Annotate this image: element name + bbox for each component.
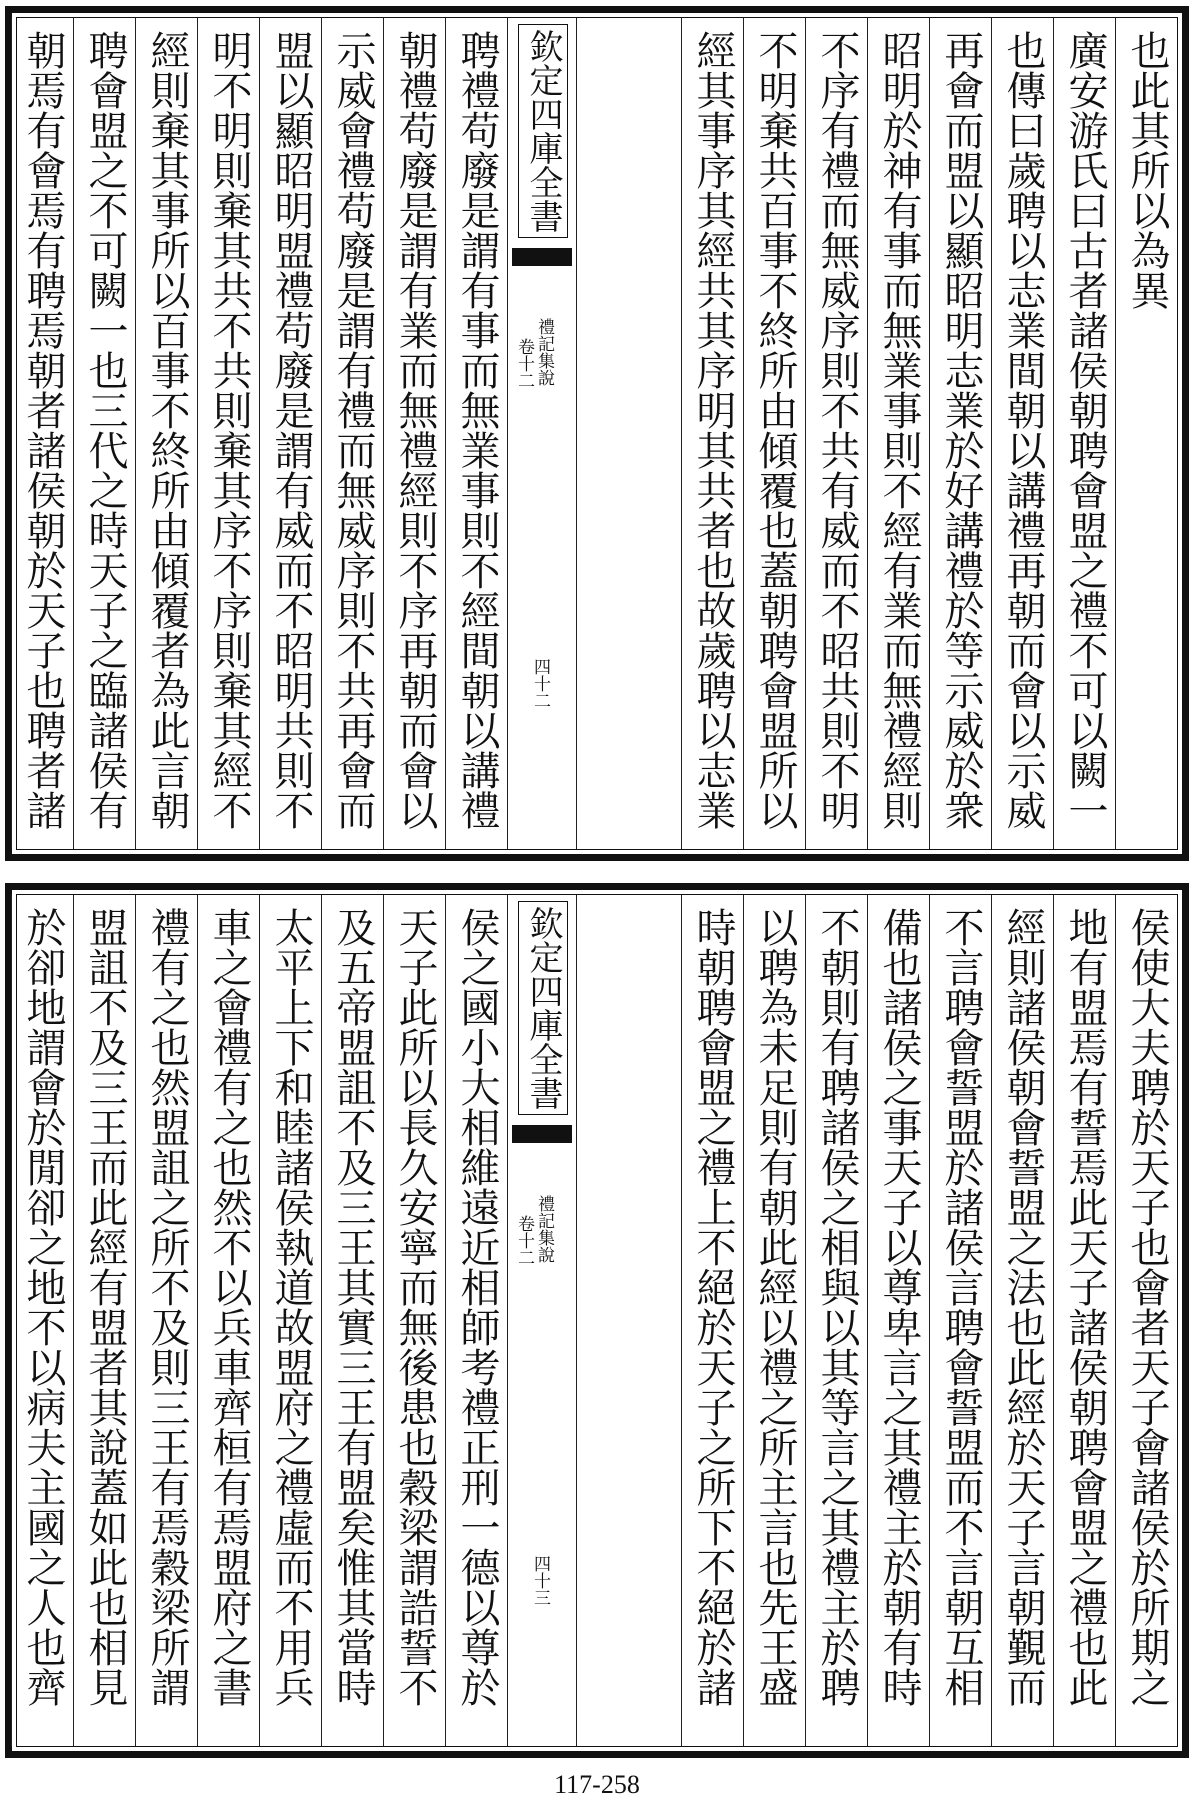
- text-column: [321, 18, 384, 849]
- column-text: 示威會禮苟廢是謂有禮而無威序則不共再會而: [330, 30, 376, 830]
- text-column: [681, 18, 744, 849]
- column-text: 朝禮苟廢是謂有業而無禮經則不序再朝而會以: [392, 30, 438, 830]
- column-text: 經則諸侯朝會誓盟之法也此經於天子言朝覲而: [1000, 907, 1046, 1707]
- text-column: [929, 895, 992, 1746]
- text-column: [867, 18, 930, 849]
- text-column: [259, 895, 322, 1746]
- bottom-leaf-number: 四十三: [530, 1555, 550, 1606]
- column-text: 朝焉有會焉有聘焉朝者諸侯朝於天子也聘者諸: [20, 30, 66, 830]
- text-column: [991, 895, 1054, 1746]
- column-text: 侯之國小大相維遠近相師考禮正刑一德以尊於: [454, 907, 500, 1707]
- column-text: 不序有禮而無威序則不共有威而不昭共則不明: [814, 30, 860, 830]
- text-column: [805, 895, 868, 1746]
- bottom-book-title: 禮記集說: [534, 1195, 554, 1263]
- column-text: 昭明於神有事而無業事則不經有業而無禮經則: [876, 30, 922, 830]
- top-book-title: 禮記集說: [534, 318, 554, 386]
- column-text: 聘會盟之不可闕一也三代之時天子之臨諸侯有: [82, 30, 128, 830]
- text-column: [1053, 895, 1116, 1746]
- text-column: [11, 18, 74, 849]
- bottom-page-frame: [16, 894, 1178, 1747]
- text-column: [1053, 18, 1116, 849]
- text-column: [991, 18, 1054, 849]
- column-text: 以聘為未足則有朝此經以禮之所主言也先王盛: [752, 907, 798, 1707]
- text-column: [1115, 895, 1178, 1746]
- text-column: [445, 895, 508, 1746]
- top-series-title: 欽定四庫全書: [518, 24, 568, 238]
- column-text: 經其事序其經共其序明其共者也故歲聘以志業: [690, 30, 736, 830]
- column-text: 也傳曰歲聘以志業間朝以講禮再朝而會以示威: [1000, 30, 1046, 830]
- text-column: [73, 18, 136, 849]
- page-number: 117-258: [554, 1770, 640, 1799]
- text-column: [73, 895, 136, 1746]
- column-text: 廣安游氏曰古者諸侯朝聘會盟之禮不可以闕一: [1062, 30, 1108, 830]
- text-column: [259, 18, 322, 849]
- column-text: 不言聘會誓盟於諸侯言聘會誓盟而不言朝互相: [938, 907, 984, 1707]
- text-column: [743, 18, 806, 849]
- column-text: 也此其所以為異: [1124, 30, 1170, 310]
- text-column: [383, 895, 446, 1746]
- top-center-margin: [507, 18, 577, 849]
- column-text: 車之會禮有之也然不以兵車齊桓有焉盟府之書: [206, 907, 252, 1707]
- text-column: [681, 895, 744, 1746]
- text-column: [383, 18, 446, 849]
- text-column: [867, 895, 930, 1746]
- text-column: [135, 895, 198, 1746]
- column-text: 再會而盟以顯昭明志業於好講禮於等示威於衆: [938, 30, 984, 830]
- text-column: [197, 895, 260, 1746]
- top-leaf-number: 四十二: [530, 658, 550, 709]
- column-text: 時朝聘會盟之禮上不絕於天子之所下不絕於諸: [690, 907, 736, 1707]
- column-text: 不明棄共百事不終所由傾覆也蓋朝聘會盟所以: [752, 30, 798, 830]
- text-column: [11, 895, 74, 1746]
- column-text: 天子此所以長久安寧而無後患也穀梁謂誥誓不: [392, 907, 438, 1707]
- column-text: 地有盟焉有誓焉此天子諸侯朝聘會盟之禮也此: [1062, 907, 1108, 1707]
- top-page-frame: [16, 17, 1178, 850]
- text-column: [1115, 18, 1178, 849]
- bottom-series-title: 欽定四庫全書: [518, 901, 568, 1115]
- column-text: 聘禮苟廢是謂有事而無業事則不經間朝以講禮: [454, 30, 500, 830]
- column-text: 明不明則棄其共不共則棄其序不序則棄其經不: [206, 30, 252, 830]
- bottom-center-margin: [507, 895, 577, 1746]
- top-volume-label: 卷十二: [514, 338, 534, 389]
- top-fish-tail-mark: [512, 248, 572, 266]
- column-text: 侯使大夫聘於天子也會者天子會諸侯於所期之: [1124, 907, 1170, 1707]
- column-text: 盟以顯昭明盟禮苟廢是謂有威而不昭明共則不: [268, 30, 314, 830]
- bottom-fish-tail-mark: [512, 1125, 572, 1143]
- text-column: [197, 18, 260, 849]
- text-column: [445, 18, 508, 849]
- top-page-panel: [5, 6, 1189, 861]
- text-column: [929, 18, 992, 849]
- text-column: [321, 895, 384, 1746]
- text-column: [135, 18, 198, 849]
- column-text: 盟詛不及三王而此經有盟者其說蓋如此也相見: [82, 907, 128, 1707]
- column-text: 不朝則有聘諸侯之相與以其等言之其禮主於聘: [814, 907, 860, 1707]
- text-column: [805, 18, 868, 849]
- bottom-volume-label: 卷十二: [514, 1215, 534, 1266]
- column-text: 禮有之也然盟詛之所不及則三王有焉穀梁所謂: [144, 907, 190, 1707]
- column-text: 及五帝盟詛不及三王其實三王有盟矣惟其當時: [330, 907, 376, 1707]
- column-text: 備也諸侯之事天子以尊卑言之其禮主於朝有時: [876, 907, 922, 1707]
- column-text: 太平上下和睦諸侯執道故盟府之禮虛而不用兵: [268, 907, 314, 1707]
- column-text: 於卻地謂會於閒卻之地不以病夫主國之人也齊: [20, 907, 66, 1707]
- column-text: 經則棄其事所以百事不終所由傾覆者為此言朝: [144, 30, 190, 830]
- text-column: [743, 895, 806, 1746]
- bottom-page-panel: [5, 883, 1189, 1758]
